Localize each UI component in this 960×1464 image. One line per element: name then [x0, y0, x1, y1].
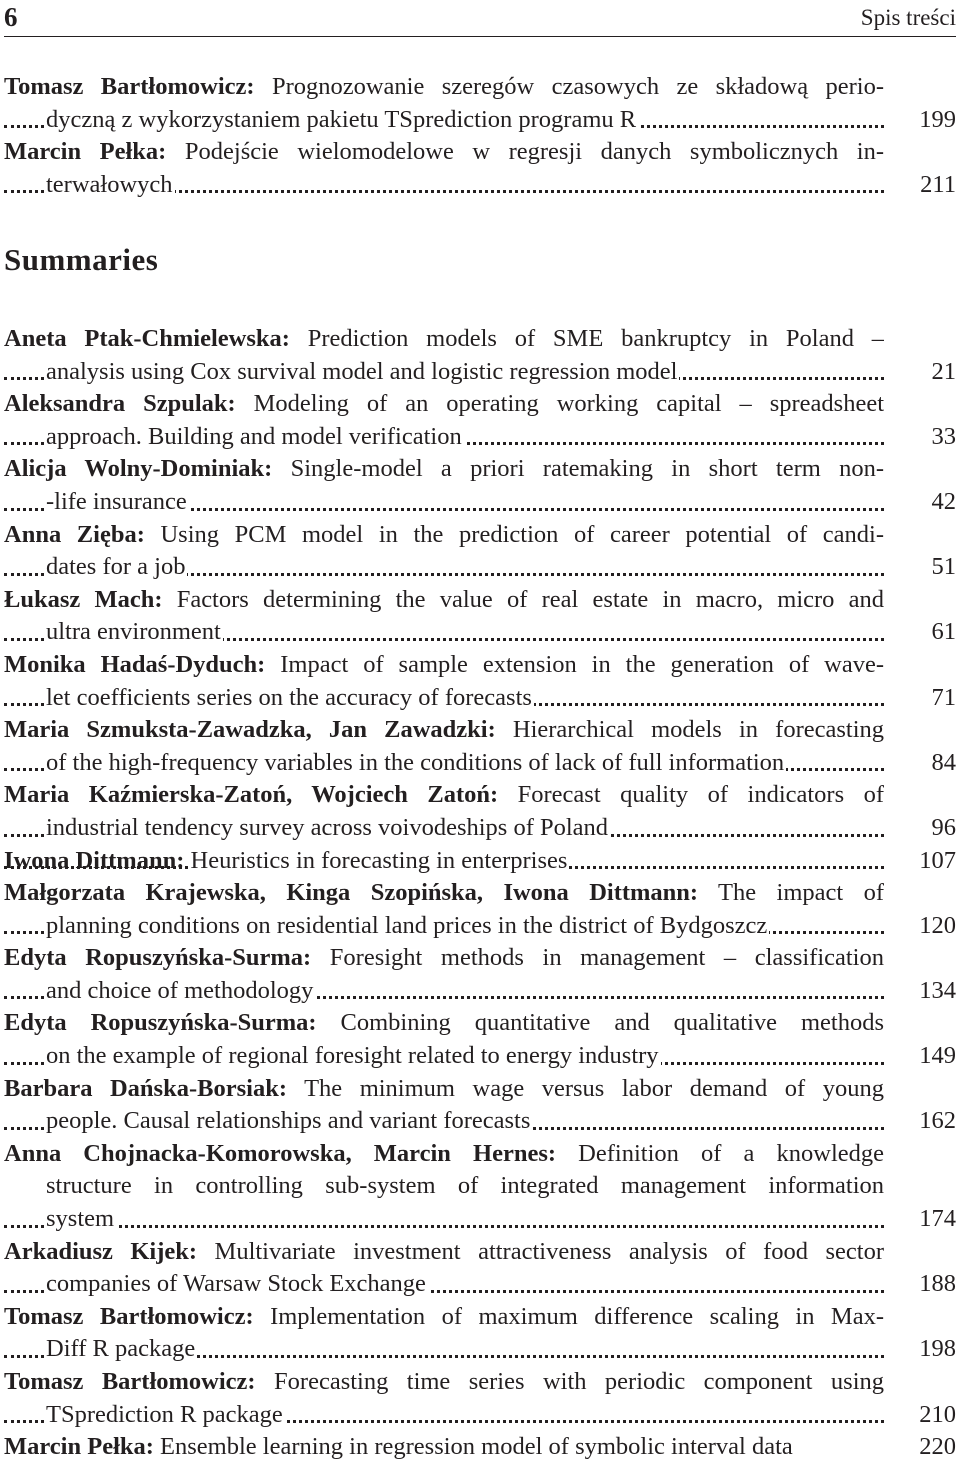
toc-title-text: The minimum wage versus labor demand of young [304, 1074, 884, 1102]
toc-author: Iwona Dittmann: [4, 846, 185, 874]
toc-summaries-section [4, 323, 956, 1464]
page-number: 6 [4, 2, 18, 32]
toc-title-text: Factors determining the value of real estate in macro, micro and [176, 585, 884, 613]
toc-top-section [4, 71, 956, 201]
toc-title-text: approach. Building and model verification [46, 422, 462, 450]
toc-entry [4, 1366, 956, 1431]
dot-leader [4, 1225, 884, 1228]
toc-page-number: 199 [919, 105, 956, 133]
toc-entry-line [4, 747, 884, 780]
toc-page-number: 220 [919, 1433, 956, 1461]
toc-entry [4, 877, 956, 942]
toc-page-number: 61 [931, 618, 956, 646]
toc-title-text: industrial tendency survey across voivodeships of Poland [46, 813, 609, 841]
toc-page-number: 162 [919, 1107, 956, 1135]
toc-author: Tomasz Bartłomowicz: [4, 1302, 254, 1330]
toc-entry-line [4, 584, 884, 617]
toc-author: Barbara Dańska-Borsiak: [4, 1074, 287, 1102]
toc-title-text: Foresight methods in management – classification [329, 944, 884, 972]
toc-entry [4, 1301, 956, 1366]
toc-entry-line [4, 71, 884, 104]
toc-title-text: planning conditions on residential land prices in the district of Bydgoszcz [46, 911, 768, 939]
toc-title-text: analysis using Cox survival model and logistic regression model [46, 357, 678, 385]
toc-entry-line [4, 1105, 884, 1138]
toc-title-text: dates for a job [46, 553, 186, 581]
toc-entry-line [4, 1203, 884, 1236]
toc-author: Edyta Ropuszyńska-Surma: [4, 944, 312, 972]
toc-entry-line [4, 486, 884, 519]
toc-entry-line [4, 1040, 884, 1073]
toc-title-text: people. Causal relationships and variant forecasts [46, 1107, 531, 1135]
toc-entry-line [4, 388, 884, 421]
toc-page-number: 188 [919, 1270, 956, 1298]
toc-entry-line [4, 453, 884, 486]
toc-entry [4, 1073, 956, 1138]
toc-title-text: Impact of sample extension in the generation of wave- [280, 650, 884, 678]
toc-entry [4, 453, 956, 518]
toc-page-number: 84 [931, 748, 956, 776]
toc-title-text: Definition of a knowledge [578, 1139, 884, 1167]
toc-entry [4, 584, 956, 649]
toc-title-text: Forecast quality of indicators of [517, 781, 884, 809]
toc-entry [4, 942, 956, 1007]
toc-author: Maria Szmuksta-Zawadzka, Jan Zawadzki: [4, 716, 496, 744]
toc-entry-line [4, 1073, 884, 1106]
toc-page-number: 21 [931, 357, 956, 385]
toc-title-text: structure in controlling sub-system of integrated management information [46, 1172, 884, 1200]
page-header [4, 0, 956, 37]
toc-author: Alicja Wolny-Dominiak: [4, 455, 273, 483]
toc-title-text: Combining quantitative and qualitative methods [340, 1009, 884, 1037]
toc-entry [4, 71, 956, 136]
toc-entry [4, 845, 956, 878]
toc-author: Anna Zięba: [4, 520, 145, 548]
toc-title-text: -life insurance [46, 487, 187, 515]
toc-page-number: 211 [920, 170, 956, 198]
toc-entry [4, 519, 956, 584]
toc-entry-line [4, 975, 884, 1008]
toc-title-text: The impact of [718, 879, 884, 907]
toc-entry [4, 1007, 956, 1072]
toc-entry-line [4, 910, 884, 943]
toc-title-text: Hierarchical models in forecasting [512, 716, 884, 744]
toc-page-number: 174 [919, 1205, 956, 1233]
toc-entry-line [4, 942, 884, 975]
toc-entry [4, 388, 956, 453]
toc-title-text: terwałowych [46, 170, 173, 198]
toc-title-text: on the example of regional foresight related to energy industry [46, 1042, 659, 1070]
toc-entry-line [4, 421, 884, 454]
toc-author: Aleksandra Szpulak: [4, 390, 236, 418]
toc-entry [4, 649, 956, 714]
toc-page-number: 149 [919, 1042, 956, 1070]
toc-entry-line [4, 519, 884, 552]
toc-entry-line [4, 1236, 884, 1269]
toc-entry [4, 136, 956, 201]
toc-page-number: 96 [931, 813, 956, 841]
toc-page-number: 120 [919, 911, 956, 939]
toc-title-text: Podejście wielomodelowe w regresji danych symbolicznych in- [184, 138, 884, 166]
toc-author: Maria Kaźmierska-Zatoń, Wojciech Zatoń: [4, 781, 499, 809]
toc-title-text: dyczną z wykorzystaniem pakietu TSprediction programu R [46, 105, 637, 133]
toc-title-text: system [46, 1205, 115, 1233]
toc-title-text: Ensemble learning in regression model of symbolic interval data [160, 1433, 793, 1461]
toc-title-text: companies of Warsaw Stock Exchange [46, 1270, 426, 1298]
toc-page-number: 134 [919, 976, 956, 1004]
toc-page-number: 198 [919, 1335, 956, 1363]
toc-entry [4, 323, 956, 388]
toc-entry-line [4, 169, 884, 202]
toc-page-number: 33 [931, 422, 956, 450]
toc-entry-line [4, 1431, 884, 1464]
toc-entry-line [4, 1268, 884, 1301]
toc-entry [4, 1236, 956, 1301]
toc-page-number: 210 [919, 1400, 956, 1428]
toc-title-text: Implementation of maximum difference scaling in Max- [270, 1302, 884, 1330]
section-heading-summaries: Summaries [4, 242, 159, 277]
toc-entry-line [4, 649, 884, 682]
toc-author: Tomasz Bartłomowicz: [4, 1368, 256, 1395]
toc-entry-line [4, 616, 884, 649]
toc-title-text: TSprediction R package [46, 1400, 283, 1428]
running-title: Spis treści [860, 5, 956, 30]
toc-title-text: Using PCM model in the prediction of career potential of candi- [160, 520, 884, 548]
toc-entry-line [4, 323, 884, 356]
toc-title-text: Modeling of an operating working capital – spreadsheet [253, 390, 884, 418]
toc-author: Aneta Ptak-Chmielewska: [4, 325, 290, 352]
toc-author: Anna Chojnacka-Komorowska, Marcin Hernes: [4, 1139, 557, 1167]
toc-page-number: 42 [931, 487, 956, 515]
toc-entry [4, 714, 956, 779]
toc-entry [4, 779, 956, 844]
toc-author: Małgorzata Krajewska, Kinga Szopińska, Iwona Dittmann: [4, 879, 699, 907]
toc-title-text: Single-model a priori ratemaking in short term non- [290, 455, 884, 483]
toc-entry-line [4, 779, 884, 812]
toc-entry-line [4, 845, 884, 878]
toc-entry-line [4, 812, 884, 845]
toc-entry-line [4, 104, 884, 137]
toc-entry-line [4, 682, 884, 715]
toc-entry-line [4, 877, 884, 910]
toc-author: Łukasz Mach: [4, 585, 163, 613]
toc-title-text: Prognozowanie szeregów czasowych ze składową perio- [271, 73, 884, 100]
toc-entry-line [4, 1333, 884, 1366]
toc-entry-line [4, 1301, 884, 1334]
toc-title-text: Multivariate investment attractiveness analysis of food sector [214, 1237, 884, 1265]
toc-author: Edyta Ropuszyńska-Surma: [4, 1009, 317, 1037]
toc-entry-line [4, 136, 884, 169]
toc-title-text: Prediction models of SME bankruptcy in Poland – [307, 325, 884, 352]
toc-page-number: 71 [931, 683, 956, 711]
toc-entry-line [4, 551, 884, 584]
toc-author: Tomasz Bartłomowicz: [4, 73, 255, 100]
toc-entry-line [4, 1366, 884, 1399]
toc-title-text: ultra environment [46, 618, 221, 646]
toc-author: Marcin Pełka: [4, 138, 167, 166]
toc-entry-line [4, 1138, 884, 1171]
toc-title-text: Diff R package [46, 1335, 196, 1363]
toc-entry-line [4, 1399, 884, 1432]
toc-title-text: let coefficients series on the accuracy of forecasts [46, 683, 532, 711]
toc-author: Monika Hadaś-Dyduch: [4, 650, 266, 678]
toc-page-number: 107 [919, 846, 956, 874]
toc-title-text: and choice of methodology [46, 976, 314, 1004]
toc-entry-line [4, 1007, 884, 1040]
toc-title-text: Heuristics in forecasting in enterprises [190, 846, 568, 874]
toc-author: Marcin Pełka: [4, 1433, 154, 1461]
toc-entry [4, 1431, 956, 1464]
toc-author: Arkadiusz Kijek: [4, 1237, 198, 1265]
toc-entry-line [4, 714, 884, 747]
toc-entry-line [4, 356, 884, 389]
toc-entry [4, 1138, 956, 1236]
toc-title-text: of the high-frequency variables in the conditions of lack of full information [46, 748, 785, 776]
toc-page-number: 51 [931, 553, 956, 581]
toc-entry-line [4, 1170, 884, 1203]
toc-title-text: Forecasting time series with periodic component using [274, 1368, 884, 1395]
